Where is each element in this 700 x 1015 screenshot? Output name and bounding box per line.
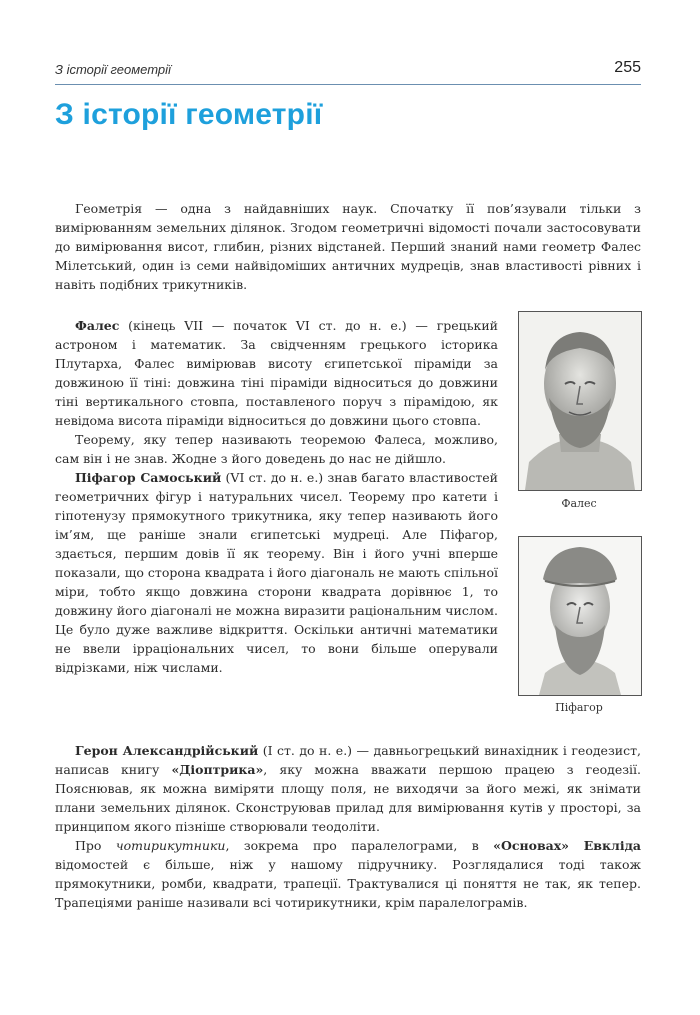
intro-block <box>55 199 641 294</box>
thales-text: (кінець VII — початок VI ст. до н. е.) — грецький астроном і математик. За свідченням грецького історика Плутарха, Фалес вимірював висоту єгипетської піраміди за довжиною її тіні: довжина тіні піраміди відноситься до довжини тіні вертикального стовпа, поставленого поруч з пірамідою, як невідома висота піраміди відноситься до довжини цього стовпа. <box>55 318 498 428</box>
running-title: З історії геометрії <box>55 62 171 77</box>
pythagoras-text: (VI ст. до н. е.) знав багато властивостей геометричних фігур і натуральних чисел. Теорему про катети і гіпотенузу прямокутного трикутника, яку тепер називають його ім’ям, ще раніше знали єгипетські мудреці. Але Піфагор, здається, першим довів її як теорему. Він і його учні вперше показали, що сторона квадрата і його діагональ не мають спільної міри, тобто якщо довжина сторони квадрата дорівнює 1, то довжину його діагоналі не можна виразити раціональним числом. Це було дуже важливе відкриття. Оскільки античні математики не ввели ірраціональних чисел, то вони більше оперували відрізками, ніж числами. <box>55 470 498 675</box>
thales-bust-image <box>519 312 641 490</box>
pythagoras-caption: Піфагор <box>555 701 603 714</box>
heron-text: (I ст. до н. е.) — давньогрецький винахідник і геодезист, написав книгу <box>55 743 641 777</box>
intro-paragraph: Геометрія — одна з найдавніших наук. Спочатку її пов’язували тільки з вимірюванням земельних ділянок. Згодом геометричні відомості почали застосовувати до вимірювання висот, глибин, різних відстаней. Перший знаний нами геометр Фалес Мілетський, один із семи найвідоміших античних мудреців, знав властивості рівних і навіть подібних трикутників. <box>55 201 641 292</box>
running-head <box>55 59 641 85</box>
thales-name: Фалес <box>75 318 120 333</box>
thales-theorem-paragraph: Теорему, яку тепер називають теоремою Фалеса, можливо, сам він і не знав. Жодне з його доведень до нас не дійшло. <box>55 432 498 466</box>
euclid-mid: , зокрема про паралелограми, в <box>225 838 494 853</box>
thales-paragraph <box>55 316 498 430</box>
euclid-book: «Основах» Евкліда <box>493 838 641 853</box>
side-text-block <box>55 316 498 677</box>
page-number: 255 <box>614 59 641 76</box>
bottom-text-block <box>55 741 641 912</box>
thales-portrait <box>518 311 642 491</box>
euclid-paragraph <box>55 836 641 912</box>
pythagoras-portrait <box>518 536 642 696</box>
euclid-text: відомостей є більше, ніж у нашому підручнику. Розглядалися тоді також прямокутники, ромби, квадрати, трапеції. Трактувалися ці поняття не так, як тепер. Трапеціями раніше називали всі чотирикутники, крім паралелограмів. <box>55 857 641 910</box>
pythagoras-bust-image <box>519 537 641 695</box>
chapter-title: З історії геометрії <box>55 98 323 131</box>
pythagoras-paragraph <box>55 468 498 677</box>
euclid-term: чотирикутники <box>115 838 226 853</box>
thales-caption: Фалес <box>561 497 597 510</box>
heron-name: Герон Александрійський <box>75 743 259 758</box>
heron-text-2: , яку можна вважати першою працею з геодезії. Пояснював, як можна виміряти площу поля, не виходячи за його межі, як знімати плани земельних ділянок. Сконструював прилад для вимірювання кутів у просторі, за принципом якого пізніше створювали теодоліти. <box>55 762 641 834</box>
heron-paragraph <box>55 741 641 836</box>
pythagoras-name: Піфагор Самоський <box>75 470 222 485</box>
heron-book: «Діоптрика» <box>171 762 264 777</box>
euclid-pre: Про <box>75 838 116 853</box>
